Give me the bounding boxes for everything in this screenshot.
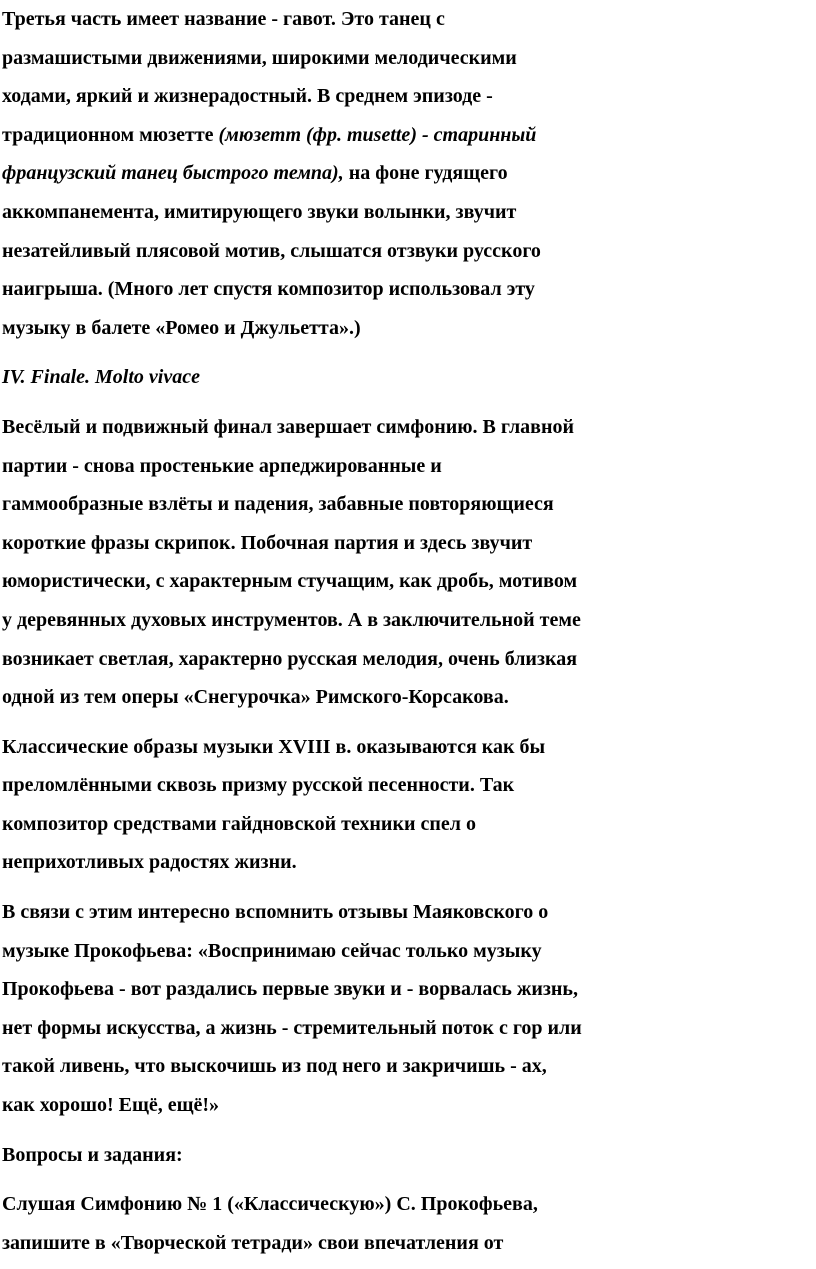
text-line	[2, 0, 816, 39]
text-line	[2, 678, 816, 717]
text-line	[2, 232, 816, 271]
text-span: как хорошо! Ещё, ещё!»	[2, 1094, 220, 1117]
text-span: композитор средствами гайдновской техники спел о	[2, 812, 476, 835]
text-span: традиционном мюзетте	[2, 123, 219, 146]
paragraph-gavotte	[2, 0, 816, 347]
text-span: Слушая Симфонию № 1 («Классическую») С. Прокофьева,	[2, 1193, 538, 1216]
finale-heading	[2, 358, 816, 397]
text-line	[2, 1086, 816, 1125]
text-span: у деревянных духовых инструментов. А в заключительной теме	[2, 608, 581, 631]
text-span: Прокофьева - вот раздались первые звуки и - ворвалась жизнь,	[2, 978, 579, 1001]
text-span: гаммообразные взлёты и падения, забавные повторяющиеся	[2, 493, 554, 516]
text-line	[2, 116, 816, 155]
paragraph-gap	[2, 1174, 816, 1185]
text-span: неприхотливых радостях жизни.	[2, 851, 297, 874]
text-span: партии - снова простенькие арпеджированные и	[2, 454, 442, 477]
text-line	[2, 77, 816, 116]
text-span: незатейливый плясовой мотив, слышатся отзвуки русского	[2, 239, 541, 262]
paragraph-mayakovsky	[2, 893, 816, 1125]
text-line	[2, 728, 816, 767]
italic-span: французский танец быстрого темпа),	[2, 162, 344, 185]
questions-heading	[2, 1136, 816, 1175]
text-line	[2, 893, 816, 932]
paragraph-gap	[2, 1125, 816, 1136]
text-line	[2, 601, 816, 640]
paragraph-gap	[2, 717, 816, 728]
text-line	[2, 309, 816, 348]
text-line	[2, 1047, 816, 1086]
text-span: размашистыми движениями, широкими мелодическими	[2, 46, 517, 69]
text-span: Классические образы музыки XVIII в. оказываются как бы	[2, 735, 546, 758]
text-line	[2, 1185, 816, 1224]
text-span: нет формы искусства, а жизнь - стремительный поток с гор или	[2, 1016, 582, 1039]
paragraph-task	[2, 1185, 816, 1262]
text-span: юмористически, с характерным стучащим, как дробь, мотивом	[2, 570, 578, 593]
text-line	[2, 193, 816, 232]
text-span: ходами, яркий и жизнерадостный. В среднем эпизоде -	[2, 85, 493, 108]
text-span: Третья часть имеет название - гавот. Это танец с	[2, 8, 445, 30]
text-span: наигрыша. (Много лет спустя композитор использовал эту	[2, 278, 535, 301]
text-span: В связи с этим интересно вспомнить отзывы Маяковского о	[2, 901, 549, 924]
text-span: такой ливень, что выскочишь из под него и закричишь - ах,	[2, 1055, 547, 1078]
text-line	[2, 1224, 816, 1263]
text-line	[2, 640, 816, 679]
text-line	[2, 932, 816, 971]
paragraph-finale	[2, 408, 816, 717]
paragraph-classical-images	[2, 728, 816, 882]
text-line	[2, 447, 816, 486]
text-line	[2, 1009, 816, 1048]
text-span: возникает светлая, характерно русская мелодия, очень близкая	[2, 647, 578, 670]
paragraph-gap	[2, 397, 816, 408]
italic-span: (мюзетт (фр. musette) - старинный	[218, 123, 537, 146]
text-span: музыке Прокофьева: «Воспринимаю сейчас только музыку	[2, 939, 542, 962]
text-line	[2, 805, 816, 844]
italic-span: IV. Finale. Molto vivace	[2, 366, 200, 389]
text-span: короткие фразы скрипок. Побочная партия и здесь звучит	[2, 531, 533, 554]
text-line	[2, 562, 816, 601]
text-line	[2, 358, 816, 397]
text-span: на фоне гудящего	[343, 162, 508, 185]
text-span: аккомпанемента, имитирующего звуки волынки, звучит	[2, 200, 517, 223]
text-line	[2, 270, 816, 309]
text-line	[2, 154, 816, 193]
text-line	[2, 843, 816, 882]
paragraph-gap	[2, 882, 816, 893]
text-line	[2, 1136, 816, 1175]
text-span: одной из тем оперы «Снегурочка» Римского-Корсакова.	[2, 686, 509, 709]
text-line	[2, 39, 816, 78]
text-line	[2, 485, 816, 524]
text-span: Вопросы и задания:	[2, 1143, 183, 1166]
text-line	[2, 970, 816, 1009]
text-span: преломлёнными сквозь призму русской песенности. Так	[2, 774, 515, 797]
paragraph-gap	[2, 347, 816, 358]
text-span: запишите в «Творческой тетради» свои впечатления от	[2, 1231, 504, 1254]
text-line	[2, 524, 816, 563]
text-line	[2, 408, 816, 447]
text-line	[2, 766, 816, 805]
text-span: музыку в балете «Ромео и Джульетта».)	[2, 316, 361, 339]
text-span: Весёлый и подвижный финал завершает симфонию. В главной	[2, 415, 575, 438]
